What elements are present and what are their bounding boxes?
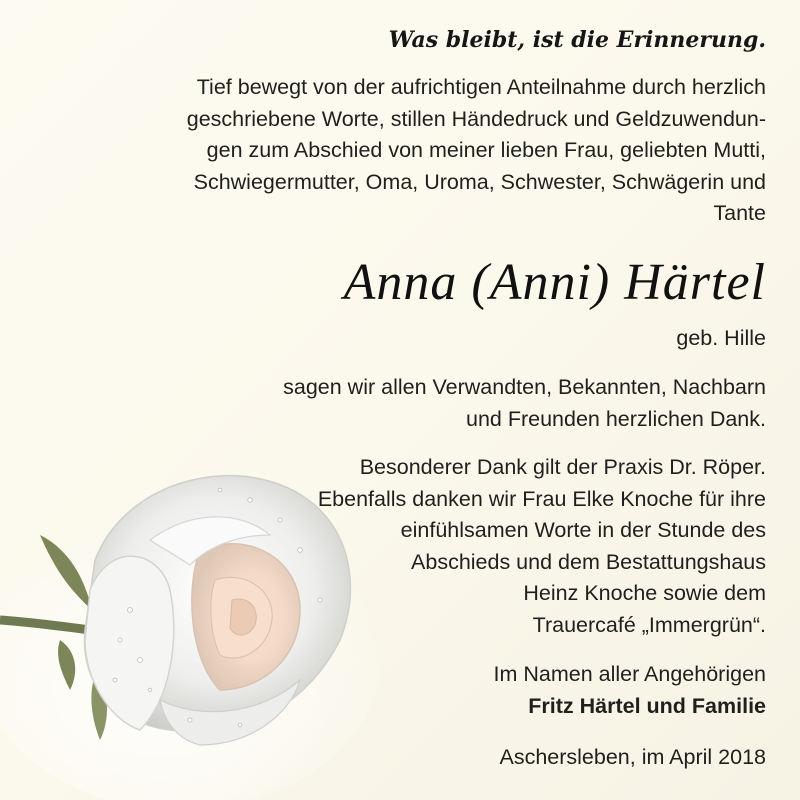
motto: Was bleibt, ist die Erinnerung. [388,27,766,53]
special-thanks-text [318,452,766,641]
intro-line: Schwiegermutter, Oma, Uroma, Schwester, Schwägerin und [193,169,766,194]
intro-line: gen zum Abschied von meiner lieben Frau, geliebten Mutti, [206,138,766,162]
special-thanks-line: Besonderer Dank gilt der Praxis Dr. Röper. [359,455,766,479]
thanks-line: sagen wir allen Verwandten, Bekannten, Nachbarn [283,375,766,399]
signoff [494,659,767,722]
intro-line: Tief bewegt von der aufrichtigen Anteilnahme durch herzlich [196,75,766,99]
special-thanks-line: Ebenfalls danken wir Frau Elke Knoche für ihre [317,486,766,511]
special-thanks-line: einfühlsamen Worte in der Stunde des [400,518,766,542]
intro-line: geschriebene Worte, stillen Händedruck und Geldzuwendun- [186,106,766,131]
maiden-name: geb. Hille [676,326,766,350]
special-thanks-line: Trauercafé „Immergrün“. [532,612,766,637]
intro-line: Tante [713,201,766,225]
thanks-line: und Freunden herzlichen Dank. [466,406,766,431]
special-thanks-line: Abschieds und dem Bestattungshaus [411,549,766,574]
place-date: Aschersleben, im April 2018 [499,745,766,769]
intro-text [66,72,766,230]
special-thanks-line: Heinz Knoche sowie dem [523,581,766,605]
deceased-name: Anna (Anni) Härtel [343,254,766,311]
on-behalf-text: Im Namen aller Angehörigen [493,662,766,686]
signer-name: Fritz Härtel und Familie [528,693,766,718]
thanks-text [283,372,766,435]
